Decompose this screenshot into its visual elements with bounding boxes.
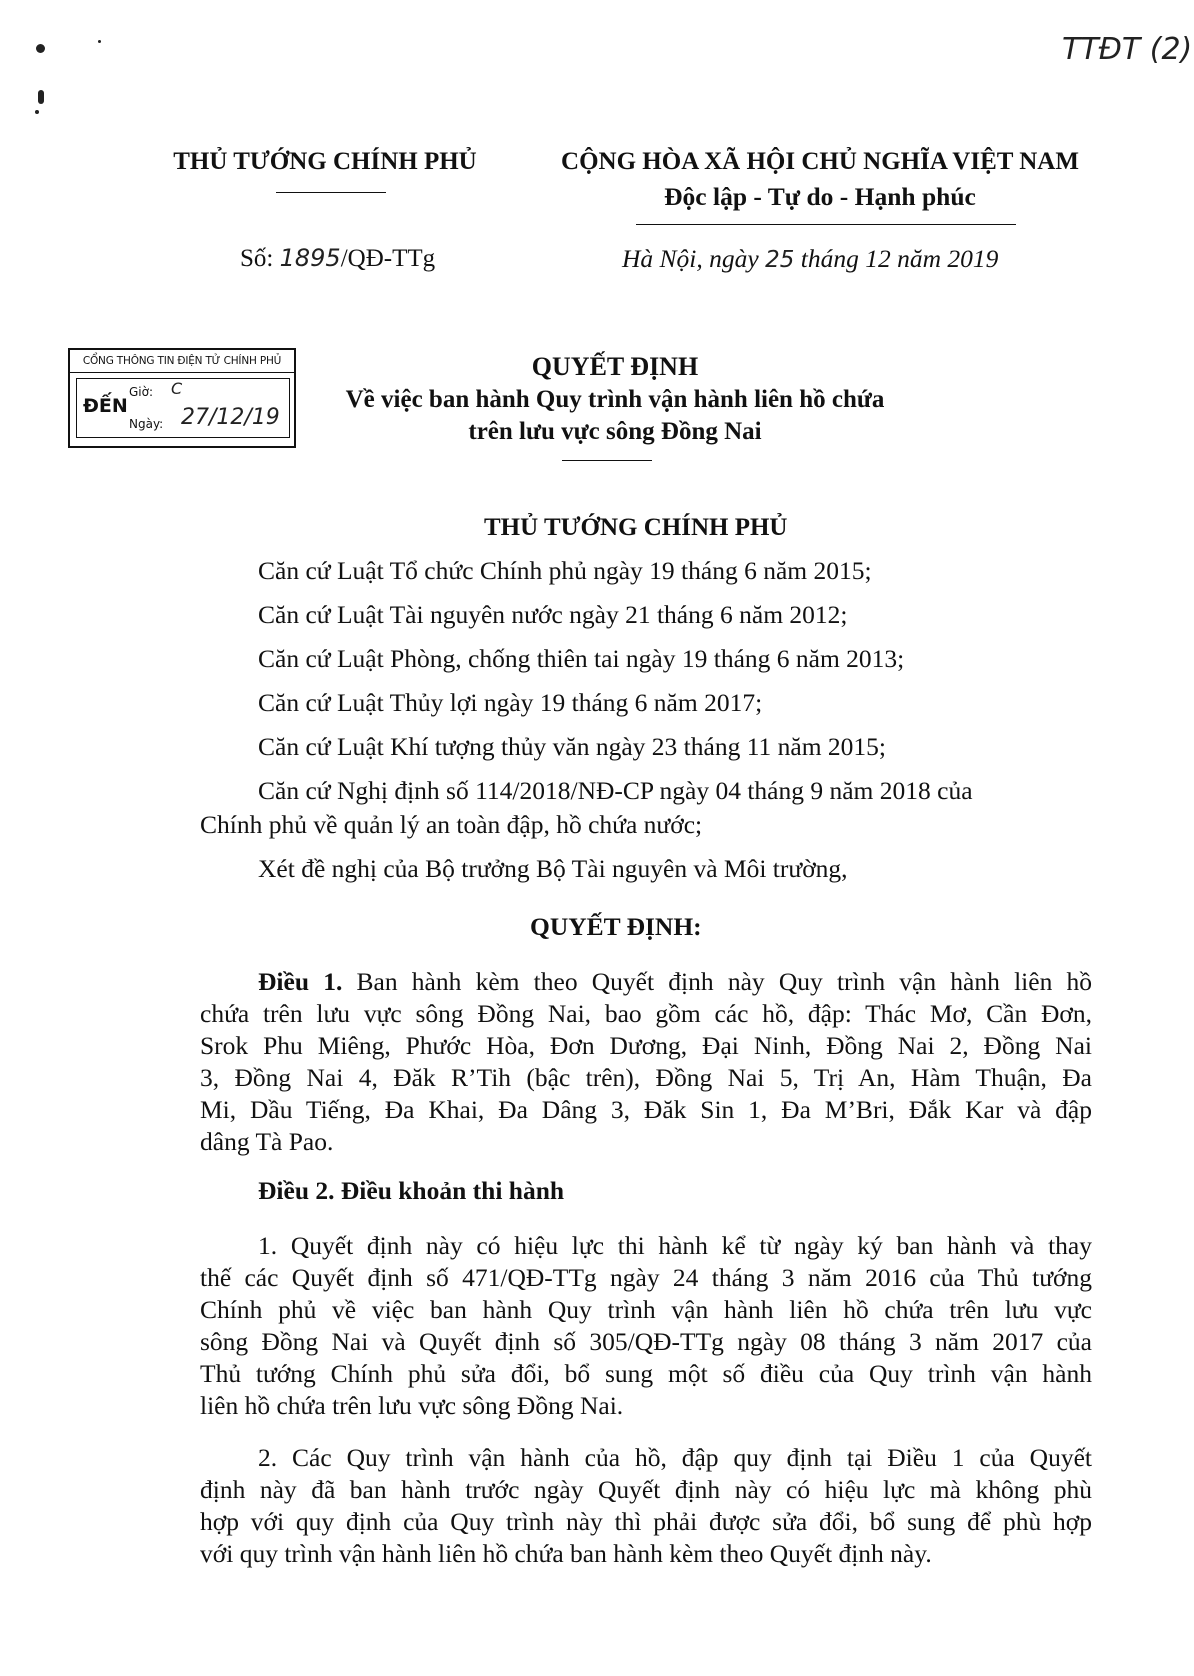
article-2-clause-1 xyxy=(200,1230,1092,1422)
date-suffix: tháng 12 năm 2019 xyxy=(800,244,999,273)
stamp-title: CỔNG THÔNG TIN ĐIỆN TỬ CHÍNH PHỦ xyxy=(70,350,294,373)
legal-basis-5: Căn cứ Luật Khí tượng thủy văn ngày 23 tháng 11 năm 2015; xyxy=(258,732,886,761)
clause-2-line: định này đã ban hành trước ngày Quyết định này có hiệu lực mà không phù xyxy=(200,1475,1092,1504)
legal-basis-2: Căn cứ Luật Tài nguyên nước ngày 21 tháng 6 năm 2012; xyxy=(258,600,848,629)
clause-2-line: 2. Các Quy trình vận hành của hồ, đập quy định tại Điều 1 của Quyết xyxy=(258,1443,1092,1472)
article-1-line: chứa trên lưu vực sông Đồng Nai, bao gồm các hồ, đập: Thác Mơ, Cần Đơn, xyxy=(200,999,1092,1028)
motto-underline xyxy=(636,224,1016,225)
article-1 xyxy=(200,966,1092,1158)
decree-basis-line2: Chính phủ về quản lý an toàn đập, hồ chứa nước; xyxy=(200,810,703,839)
article-1-line: dâng Tà Pao. xyxy=(200,1127,334,1156)
issue-date xyxy=(622,244,998,274)
national-motto: Độc lập - Tự do - Hạnh phúc xyxy=(664,182,976,211)
agency-name: THỦ TƯỚNG CHÍNH PHỦ xyxy=(173,148,477,175)
stamp-ngay-value: 27/12/19 xyxy=(181,405,280,430)
legal-basis-3: Căn cứ Luật Phòng, chống thiên tai ngày 19 tháng 6 năm 2013; xyxy=(258,644,905,673)
document-number xyxy=(240,244,435,273)
clause-2-line: với quy trình vận hành liên hồ chứa ban hành kèm theo Quyết định này. xyxy=(200,1539,932,1568)
proposal-line: Xét đề nghị của Bộ trưởng Bộ Tài nguyên và Môi trường, xyxy=(258,854,848,883)
date-prefix: Hà Nội, ngày xyxy=(622,244,759,273)
clause-1-line: Thủ tướng Chính phủ sửa đổi, bổ sung một số điều của Quy trình vận hành xyxy=(200,1359,1092,1388)
clause-1-line: Chính phủ về việc ban hành Quy trình vận hành liên hồ chứa trên lưu vực xyxy=(200,1295,1092,1324)
article-1-line: 3, Đồng Nai 4, Đăk R’Tih (bậc trên), Đồng Nai 5, Trị An, Hàm Thuận, Đa xyxy=(200,1063,1092,1092)
clause-1-line: liên hồ chứa trên lưu vực sông Đồng Nai. xyxy=(200,1391,624,1420)
article-2-heading: Điều 2. Điều khoản thi hành xyxy=(258,1176,565,1205)
clause-1-line: thế các Quyết định số 471/QĐ-TTg ngày 24 tháng 3 năm 2016 của Thủ tướng xyxy=(200,1263,1092,1292)
stamp-den: ĐẾN xyxy=(83,395,128,417)
article-2-clause-2 xyxy=(200,1442,1092,1570)
scan-speck xyxy=(98,40,101,43)
clause-1-line: 1. Quyết định này có hiệu lực thi hành kể từ ngày ký ban hành và thay xyxy=(258,1231,1092,1260)
article-1-line: Mi, Dầu Tiếng, Đa Khai, Đa Dâng 3, Đăk Sin 1, Đa M’Bri, Đắk Kar và đập xyxy=(200,1095,1092,1124)
received-stamp xyxy=(68,348,296,448)
stamp-gio-label: Giờ: xyxy=(129,385,154,399)
title-underline xyxy=(562,460,652,461)
decision-heading: QUYẾT ĐỊNH: xyxy=(530,912,702,941)
stamp-gio-value: C xyxy=(171,379,183,398)
document-subtitle-line1: Về việc ban hành Quy trình vận hành liên hồ chứa xyxy=(345,386,885,413)
stamp-inner-frame xyxy=(76,378,290,438)
date-day: 25 xyxy=(765,247,795,273)
agency-underline xyxy=(276,192,386,193)
clause-2-line: hợp với quy định của Quy trình này thì phải được sửa đổi, bổ sung để phù hợp xyxy=(200,1507,1092,1536)
legal-basis-4: Căn cứ Luật Thủy lợi ngày 19 tháng 6 năm 2017; xyxy=(258,688,763,717)
legal-basis-1: Căn cứ Luật Tổ chức Chính phủ ngày 19 tháng 6 năm 2015; xyxy=(258,556,872,585)
scan-speck xyxy=(35,110,39,114)
issuing-authority: THỦ TƯỚNG CHÍNH PHỦ xyxy=(484,514,788,541)
stamp-ngay-label: Ngày: xyxy=(129,417,164,431)
document-subtitle-line2: trên lưu vực sông Đồng Nai xyxy=(468,418,762,445)
scan-speck xyxy=(36,44,45,53)
number-suffix: /QĐ-TTg xyxy=(340,245,436,272)
corner-note: TTĐT (2) xyxy=(1062,32,1193,67)
number-label: Số: xyxy=(240,245,274,272)
scan-speck xyxy=(38,90,44,104)
clause-1-line: sông Đồng Nai và Quyết định số 305/QĐ-TTg ngày 08 tháng 3 năm 2017 của xyxy=(200,1327,1092,1356)
decree-basis-line1: Căn cứ Nghị định số 114/2018/NĐ-CP ngày 04 tháng 9 năm 2018 của xyxy=(258,776,973,805)
article-1-line: Ban hành kèm theo Quyết định này Quy trình vận hành liên hồ xyxy=(356,967,1093,996)
number-value: 1895 xyxy=(279,244,341,272)
country-name: CỘNG HÒA XÃ HỘI CHỦ NGHĨA VIỆT NAM xyxy=(561,148,1079,175)
document-title: QUYẾT ĐỊNH xyxy=(531,352,699,381)
article-1-label: Điều 1. xyxy=(258,967,343,996)
article-1-line: Srok Phu Miêng, Phước Hòa, Đơn Dương, Đại Ninh, Đồng Nai 2, Đồng Nai xyxy=(200,1031,1092,1060)
